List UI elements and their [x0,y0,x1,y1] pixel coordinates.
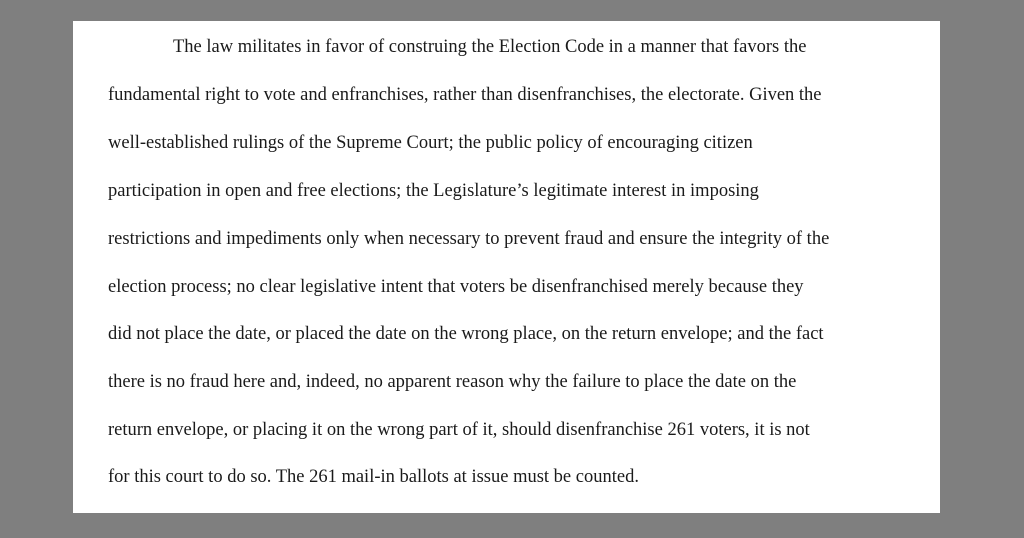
paragraph-line-5: restrictions and impediments only when necessary to prevent fraud and ensure the integrity of the [108,229,830,249]
paragraph-line-9: return envelope, or placing it on the wrong part of it, should disenfranchise 261 voters, it is not [108,420,810,440]
paragraph-line-1: The law militates in favor of construing the Election Code in a manner that favors the [173,37,807,57]
paragraph-line-4: participation in open and free elections; the Legislature’s legitimate interest in imposing [108,181,759,201]
paragraph-line-6: election process; no clear legislative intent that voters be disenfranchised merely because they [108,277,804,297]
document-page [73,21,940,513]
paragraph-line-3: well-established rulings of the Supreme Court; the public policy of encouraging citizen [108,133,753,153]
paragraph-line-10: for this court to do so. The 261 mail-in ballots at issue must be counted. [108,467,639,487]
paragraph-line-2: fundamental right to vote and enfranchises, rather than disenfranchises, the electorate. Given the [108,85,822,105]
paragraph-line-7: did not place the date, or placed the date on the wrong place, on the return envelope; and the fact [108,324,824,344]
paragraph-line-8: there is no fraud here and, indeed, no apparent reason why the failure to place the date on the [108,372,797,392]
